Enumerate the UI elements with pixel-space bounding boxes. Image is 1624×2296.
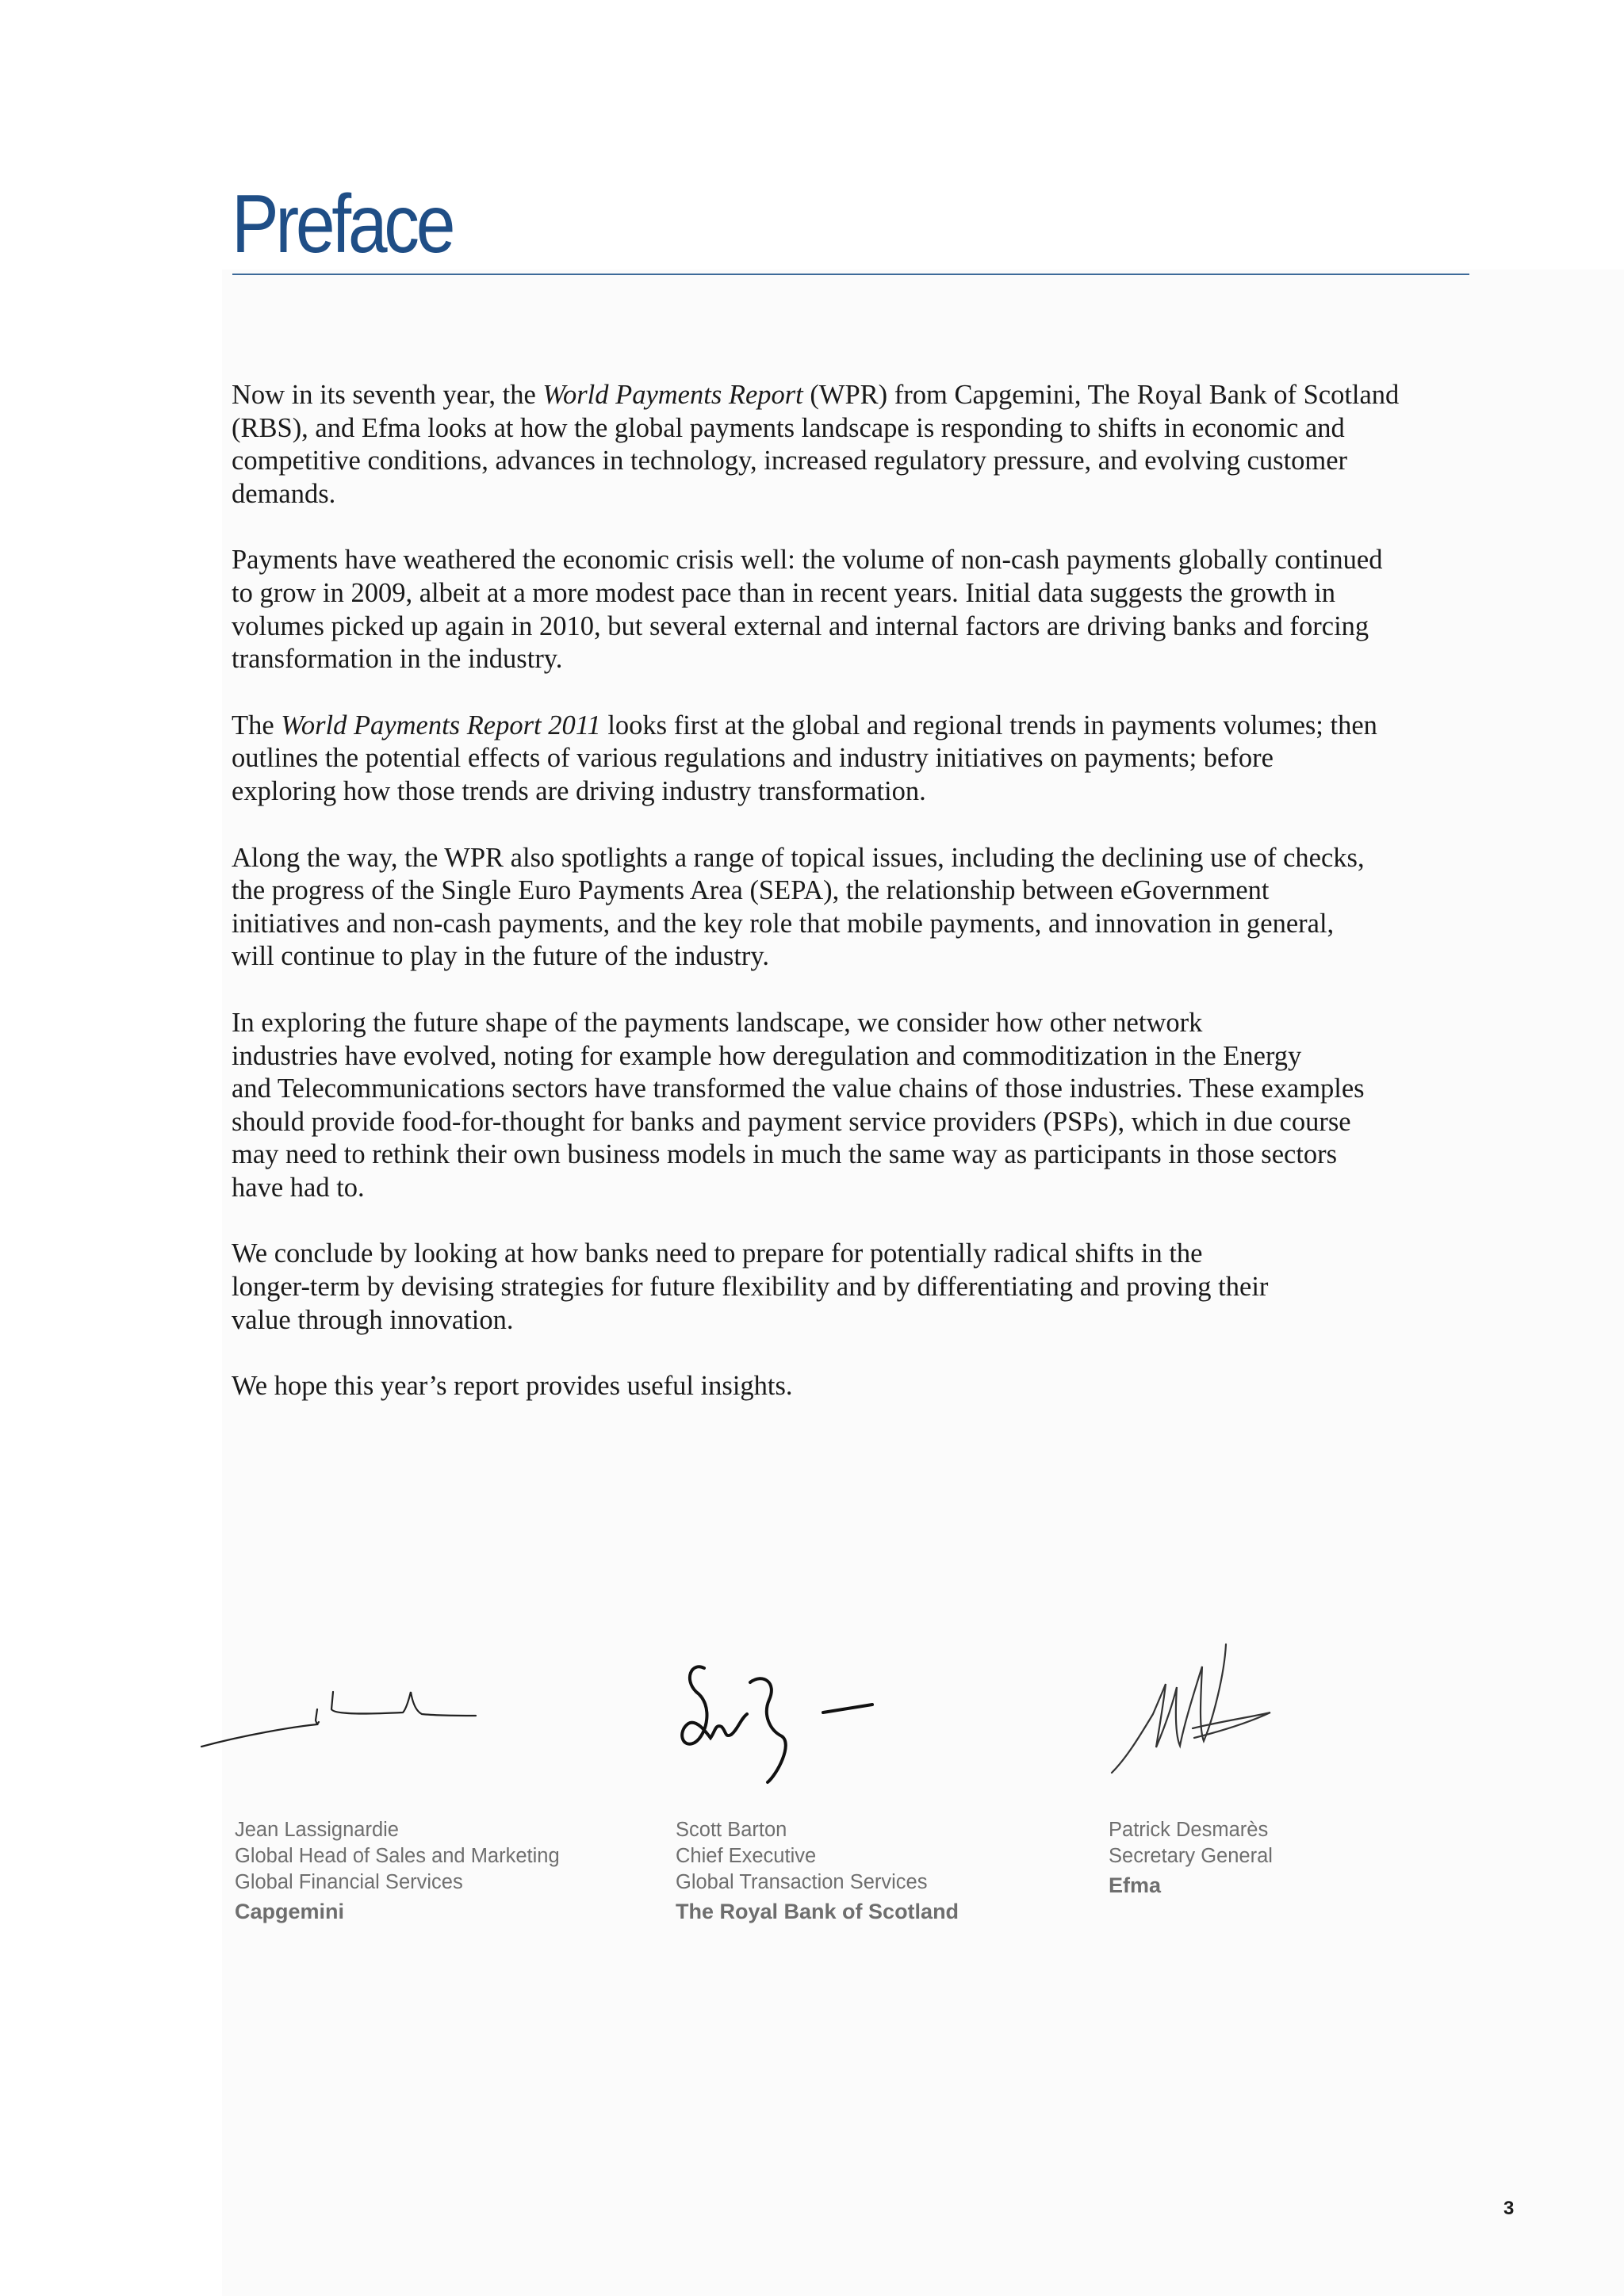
- text-run: initiatives and non-cash payments, and the key role that mobile payments, and innovation in general,: [232, 908, 1335, 939]
- text-run: the progress of the Single Euro Payments Area (SEPA), the relationship between eGovernment: [232, 875, 1270, 906]
- signatory-division: Global Financial Services: [235, 1871, 463, 1893]
- title-divider: [232, 274, 1469, 275]
- preface-paragraph: [232, 710, 1421, 809]
- paragraph-line: [232, 1040, 1421, 1073]
- text-run: volumes picked up again in 2010, but several external and internal factors are driving banks and forcing: [232, 610, 1369, 641]
- paragraph-line: [232, 1271, 1421, 1304]
- italic-title: World Payments Report: [542, 380, 803, 410]
- text-run: looks first at the global and regional trends in payments volumes; then: [600, 710, 1377, 740]
- text-run: value through innovation.: [232, 1304, 514, 1335]
- text-run: may need to rethink their own business models in much the same way as participants in those sectors: [232, 1139, 1338, 1170]
- signature-lassignardie: [198, 1681, 484, 1760]
- paragraph-line: [232, 940, 1421, 974]
- text-run: In exploring the future shape of the payments landscape, we consider how other network: [232, 1007, 1203, 1038]
- paragraph-line: [232, 544, 1421, 577]
- paragraph-line: [232, 577, 1421, 610]
- signatory-efma: [1109, 1817, 1273, 1899]
- text-run: competitive conditions, advances in technology, increased regulatory pressure, and evolving customer: [232, 446, 1348, 476]
- signatory-division: Global Transaction Services: [676, 1871, 928, 1893]
- signatory-role: Chief Executive: [676, 1845, 817, 1867]
- paragraph-line: [232, 1007, 1421, 1040]
- text-run: Along the way, the WPR also spotlights a range of topical issues, including the declining use of checks,: [232, 842, 1365, 873]
- signatory-org: The Royal Bank of Scotland: [676, 1900, 959, 1923]
- paragraph-line: [232, 1304, 1421, 1337]
- paragraph-line: [232, 1172, 1421, 1205]
- text-run: outlines the potential effects of various regulations and industry initiatives on payments; before: [232, 743, 1274, 774]
- preface-paragraph: [232, 842, 1421, 974]
- text-run: longer-term by devising strategies for future flexibility and by differentiating and proving their: [232, 1272, 1269, 1303]
- paragraph-line: [232, 1138, 1421, 1172]
- text-run: should provide food-for-thought for banks and payment service providers (PSPs), which in due course: [232, 1106, 1351, 1137]
- text-run: will continue to play in the future of the industry.: [232, 941, 770, 972]
- text-run: We conclude by looking at how banks need to prepare for potentially radical shifts in the: [232, 1238, 1203, 1269]
- text-run: to grow in 2009, albeit at a more modest pace than in recent years. Initial data suggests the growth in: [232, 577, 1336, 608]
- paragraph-line: [232, 874, 1421, 908]
- preface-paragraph: [232, 1370, 1421, 1403]
- paragraph-line: [232, 412, 1421, 446]
- signatory-role: Global Head of Sales and Marketing: [235, 1845, 560, 1867]
- signatory-name: Patrick Desmarès: [1109, 1819, 1269, 1841]
- text-run: We hope this year’s report provides useful insights.: [232, 1371, 793, 1402]
- text-run: demands.: [232, 478, 336, 509]
- signatory-role: Secretary General: [1109, 1845, 1273, 1867]
- page-title: Preface: [232, 178, 453, 270]
- signature-desmares: [1107, 1640, 1289, 1782]
- signatory-capgemini: [235, 1817, 560, 1925]
- preface-paragraph: [232, 544, 1421, 675]
- paragraph-line: [232, 1106, 1421, 1139]
- text-run: The: [232, 710, 282, 740]
- page-number: 3: [1503, 2198, 1515, 2219]
- paragraph-line: [232, 1370, 1421, 1403]
- paragraph-line: [232, 710, 1421, 743]
- paragraph-line: [232, 445, 1421, 478]
- text-run: Now in its seventh year, the: [232, 380, 543, 410]
- signatory-name: Scott Barton: [676, 1819, 787, 1841]
- text-run: industries have evolved, noting for example how deregulation and commoditization in the Energy: [232, 1040, 1302, 1071]
- preface-body: [232, 379, 1421, 1437]
- paragraph-line: [232, 842, 1421, 875]
- text-run: (WPR) from Capgemini, The Royal Bank of Scotland: [802, 380, 1400, 410]
- paragraph-line: [232, 775, 1421, 809]
- italic-title: World Payments Report 2011: [281, 710, 601, 740]
- paragraph-line: [232, 1073, 1421, 1106]
- signatory-org: Efma: [1109, 1873, 1162, 1897]
- paragraph-line: [232, 742, 1421, 775]
- text-run: exploring how those trends are driving industry transformation.: [232, 775, 926, 806]
- paragraph-line: [232, 379, 1421, 412]
- signatory-name: Jean Lassignardie: [235, 1819, 399, 1841]
- preface-paragraph: [232, 1238, 1421, 1337]
- signature-barton: [674, 1655, 880, 1790]
- paragraph-line: [232, 908, 1421, 941]
- preface-paragraph: [232, 1007, 1421, 1205]
- paragraph-line: [232, 610, 1421, 644]
- signatory-rbs: [676, 1817, 959, 1925]
- text-run: Payments have weathered the economic crisis well: the volume of non-cash payments globally continued: [232, 545, 1383, 576]
- text-run: transformation in the industry.: [232, 644, 563, 675]
- signatory-org: Capgemini: [235, 1900, 345, 1923]
- paragraph-line: [232, 1238, 1421, 1271]
- preface-paragraph: [232, 379, 1421, 511]
- text-run: and Telecommunications sectors have transformed the value chains of those industries. These examples: [232, 1073, 1365, 1104]
- text-run: have had to.: [232, 1172, 365, 1203]
- text-run: (RBS), and Efma looks at how the global payments landscape is responding to shifts in economic and: [232, 412, 1345, 443]
- paragraph-line: [232, 643, 1421, 676]
- paragraph-line: [232, 478, 1421, 511]
